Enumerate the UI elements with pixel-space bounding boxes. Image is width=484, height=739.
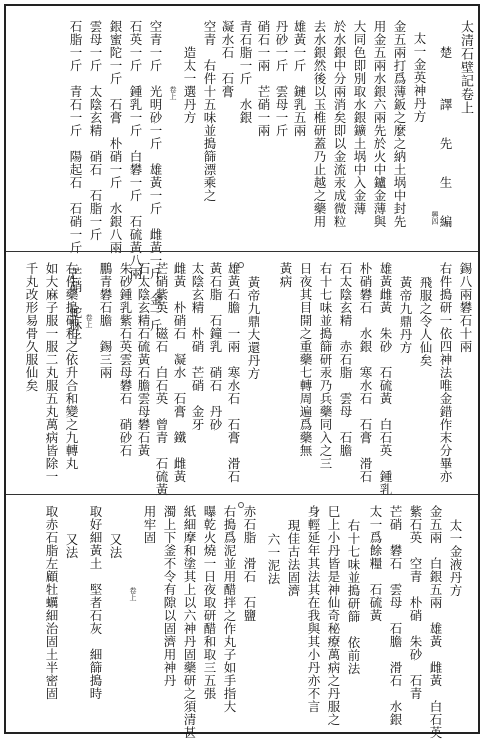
recipe-title: 太一金英神丹方	[412, 32, 427, 123]
section-title: 又法	[108, 533, 123, 559]
recipe-title: 太一金液丹方	[448, 519, 463, 597]
text-column: 錫八兩礬石十兩	[458, 262, 473, 353]
text-column: 太一爲餘糧 石硫黃	[368, 505, 383, 622]
text-column: 飛服之令人仙矣	[418, 276, 433, 367]
fold-mark: 卷上	[169, 86, 177, 100]
panel-2	[6, 254, 478, 496]
text-column: 雲母一斤 太陰玄精 硝石 石脂一斤	[88, 20, 103, 241]
text-column: 丹砂一斤 雲母一斤	[274, 20, 289, 137]
text-column: 青石脂一斤 水銀	[238, 20, 253, 124]
text-column: 現佳古法固濟	[286, 519, 301, 597]
text-column: 濁上下釜不令有隙以固濟用神丹	[162, 505, 177, 687]
text-column: 金五兩打爲薄鈑之麼之納土埚中封先	[392, 20, 407, 228]
panel-divider	[6, 494, 478, 495]
text-column: 右件藥搗研和之依升合和變之九轉丸	[64, 262, 79, 470]
text-column: 右十七味並搗研篩 依前法	[346, 519, 361, 675]
text-column: 赤石脂 滑石 石鹽	[242, 505, 257, 622]
text-column: 石脂一斤 青石一斤 陽起石 石硝一斤 芒硝 蛇牀子	[68, 20, 83, 345]
text-column: 右件搗研一依四神法唯金錯作末分畢亦	[438, 262, 453, 483]
text-column: 朴硝礬石 水銀 寒水石 石膏 滑石	[358, 262, 373, 483]
text-column: 黃病	[278, 262, 293, 288]
text-column: 芒硝 礬石 雲母 石膽 滑石 水銀	[388, 505, 403, 726]
text-column: 千丸改形易骨久服仙矣	[24, 262, 39, 392]
text-column: 雄黃雌黃 朱砂 石硫黃 白石英 鍾乳	[378, 262, 393, 496]
section-title: 六一泥法	[266, 533, 281, 585]
text-column: 去水銀然後以玉椎研蓋乃止越之藥用	[312, 20, 327, 228]
text-column: 鵬青礬石膽 錫三兩	[98, 262, 113, 379]
text-column: 取赤石脂左顧牡蠣細治固土半密固	[44, 505, 59, 700]
text-column: 朱砂鍾乳紫石英雲母礬石 硝砂石	[118, 262, 133, 457]
fold-mark: 卷上	[129, 587, 137, 601]
text-column: 紫石英 空青 朴硝 朱砂 石青	[408, 505, 423, 700]
panel-divider	[6, 251, 478, 252]
recipe-title: 黃帝九鼎大還丹方	[246, 276, 261, 380]
volume-mark: 興四	[431, 211, 439, 225]
text-column: 石英一斤 鍾乳一斤 白礬一斤 石硫黃八兩	[128, 20, 143, 280]
text-column: 石太陰玄精 赤石脂 雲母 石膽	[338, 262, 353, 457]
text-column: 用金五兩水銀六兩先於火中鑪金薄與	[372, 20, 387, 228]
text-column: 巳上小丹皆是神仙奇秘療萬病之丹服之	[326, 505, 341, 726]
recipe-title: 造太一選丹方	[182, 46, 197, 124]
panel-3	[6, 497, 478, 739]
fold-mark: 卷上	[85, 314, 93, 328]
text-column: 雌黃 朴硝石 凝水 石膏 鐵 雌黃	[172, 262, 187, 483]
text-column: 右十七味並搗篩研汞乃兵藥同入之三	[318, 262, 333, 470]
text-column: 空青 右件十五味並搗篩漂乘之	[202, 20, 217, 202]
text-column: 雄黃一斤 鏈乳五兩	[292, 20, 307, 137]
text-column: 用牢固	[142, 505, 157, 544]
text-column: 取好細黃土 堅者石灰 細篩搗時	[88, 505, 103, 700]
text-column: 如大麻子服一服二丸服五丸萬病皆除一	[44, 262, 59, 483]
text-column: 右搗爲泥並用醋拌之作丸子如手指大	[222, 505, 237, 713]
section-title: 又法	[64, 533, 79, 559]
text-column: 石太陰玄精石硫黃石膽雲母礬石黃	[136, 262, 151, 457]
text-column: 紙細摩和塗其上以六神丹固藥研之須清甚	[182, 505, 197, 739]
recipe-title: 黃帝九鼎丹方	[398, 276, 413, 354]
book-page	[4, 4, 480, 739]
text-column: 大同色即別取水銀鑛土埚中入金薄	[352, 20, 367, 215]
text-column: 太陰玄精 朴硝 芒硝 金牙	[190, 262, 205, 431]
text-column: 凝水石 石膏	[220, 20, 235, 98]
text-column: 金五兩 白銀五兩 雄黃 雌黃 白石英	[428, 505, 443, 739]
text-column: 黃石脂 石鐘乳 硝石 丹砂	[208, 262, 223, 431]
text-column: 日夜其目開之重藥七轉周遍爲藥無	[298, 262, 313, 457]
compiler-line: 楚 譯 先 生 編	[438, 46, 453, 228]
text-column: 硝石一兩 芒硝一兩	[256, 20, 271, 137]
text-column: 空青一斤 光明砂一斤 雄黃一斤 雌黃一斤 金一斤	[148, 20, 163, 332]
text-column: 銀蜜陀一斤 石膏 朴硝一斤 水銀八兩	[108, 20, 123, 254]
text-column: 身輕延年其法其在我與其小丹亦不言	[306, 505, 321, 713]
text-column: 曝乾火燒一日夜取研醋和取三五張	[202, 505, 217, 700]
text-column: 雄黃石膽 一兩 寒水石 石膏 滑石	[226, 262, 241, 483]
book-title: 太清石壁記卷上	[458, 20, 473, 115]
text-column: 芒硝紫英 磁石 白石英 曾青 石硫黃	[154, 262, 169, 496]
text-column: 於水銀中分兩消矣即以金流汞成微粒	[332, 20, 347, 228]
